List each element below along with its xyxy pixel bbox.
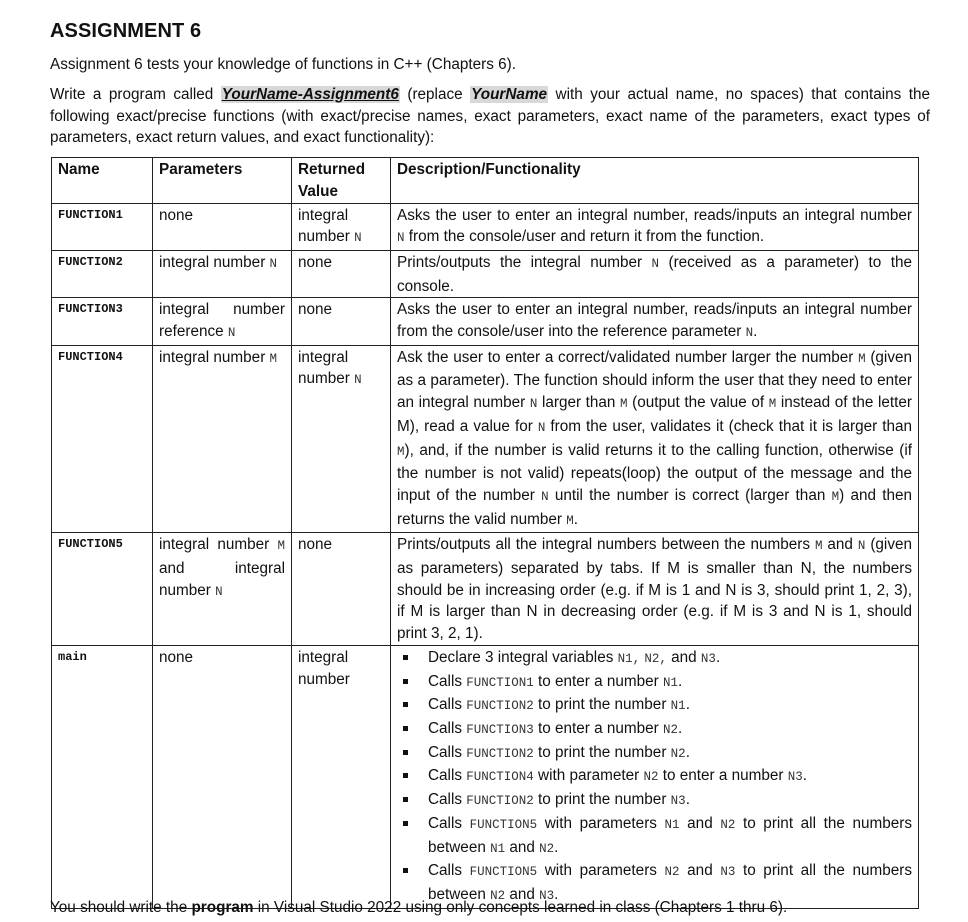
- cell-text: and: [666, 648, 701, 666]
- code-identifier: N1,: [617, 651, 641, 666]
- instructions-text: Write a program called: [50, 86, 221, 103]
- cell-text: to enter a number: [658, 767, 788, 785]
- code-identifier: M: [566, 513, 574, 528]
- function-parameters: none: [153, 645, 292, 908]
- code-identifier: N3: [787, 770, 803, 785]
- cell-text: with parameters: [537, 862, 665, 880]
- table-row: [52, 533, 919, 646]
- table-row-main: [52, 645, 919, 908]
- function-return-value: [292, 203, 391, 250]
- cell-text: Calls: [428, 672, 467, 690]
- cell-text: ) and then returns the valid number: [397, 486, 913, 528]
- cell-text: integral number: [298, 348, 355, 388]
- code-identifier: FUNCTION5: [469, 817, 538, 832]
- cell-text: Asks the user to enter an integral number, reads/inputs an integral number from the console/user into the reference parameter: [397, 301, 912, 341]
- cell-text: .: [715, 648, 721, 666]
- your-name-placeholder: YourName: [471, 86, 548, 103]
- function-parameters: [153, 250, 292, 297]
- cell-text: .: [685, 791, 690, 809]
- code-identifier: FUNCTION5: [469, 865, 538, 880]
- cell-text: instead of the letter M), read a value for: [397, 394, 913, 435]
- code-identifier: M: [397, 444, 405, 459]
- function-return-value: [292, 533, 391, 646]
- header-description: Description/Functionality: [391, 158, 919, 203]
- function-description: [391, 203, 919, 250]
- code-identifier: N2: [539, 841, 555, 856]
- cell-text: from the console/user and return it from the function.: [404, 228, 765, 246]
- code-identifier: M: [858, 351, 866, 366]
- cell-text: .: [802, 767, 807, 785]
- code-identifier: N: [215, 584, 223, 599]
- cell-text: to enter a number: [533, 672, 664, 690]
- cell-text: larger than: [537, 394, 621, 412]
- function-return-value: [292, 345, 391, 533]
- instructions-text: (replace: [399, 86, 471, 103]
- cell-text: none: [298, 536, 333, 554]
- code-identifier: N2: [664, 865, 680, 880]
- table-header-row: [52, 158, 919, 203]
- cell-text: integral number: [298, 206, 355, 246]
- cell-text: .: [573, 510, 578, 528]
- code-identifier: N: [857, 539, 866, 554]
- function-description: [391, 533, 919, 646]
- cell-text: and: [679, 814, 721, 832]
- table-row: [52, 298, 919, 345]
- list-item: [397, 718, 912, 742]
- cell-text: .: [554, 838, 559, 856]
- code-identifier: M: [814, 539, 823, 554]
- cell-text: (received as a parameter) to the console.: [397, 253, 912, 295]
- cell-text: Calls: [428, 767, 467, 785]
- function-parameters: [153, 533, 292, 646]
- function-name: FUNCTION1: [52, 203, 153, 250]
- table-row: [52, 203, 919, 250]
- code-identifier: M: [620, 397, 628, 412]
- cell-text: from the user, validates it (check that it is larger than: [545, 417, 912, 435]
- table-row: [52, 250, 919, 297]
- code-identifier: N3: [539, 888, 555, 903]
- code-identifier: N1: [664, 817, 680, 832]
- code-identifier: N: [651, 256, 660, 271]
- cell-text: none: [298, 301, 333, 319]
- code-identifier: N: [745, 326, 754, 341]
- cell-text: and integral number: [159, 560, 285, 599]
- cell-text: Prints/outputs all the integral numbers between the numbers: [397, 536, 815, 554]
- cell-text: ), and, if the number is valid returns it to the calling function, otherwise (if the number is not valid) repeats(loop) the output of the message and the input of the number: [397, 441, 912, 504]
- header-parameters: Parameters: [153, 158, 292, 203]
- list-item: [397, 671, 912, 695]
- cell-text: to print the number: [533, 696, 671, 714]
- code-identifier: N: [529, 397, 538, 412]
- cell-text: with parameters: [537, 814, 665, 832]
- cell-text: Calls: [428, 696, 467, 714]
- cell-text: (given as parameters) separated by tabs. If M is smaller than N, the numbers should be in increasing order (e.g. if M is 1 and N is 3, should print 1, 2, 3), if M is larger than N in decreasing order (e.g. if M is 3 and N is 1, should print 3, 2, 1).: [397, 536, 912, 643]
- cell-text: none: [159, 206, 194, 224]
- cell-text: to print all the numbers between: [428, 814, 912, 856]
- cell-text: until the number is correct (larger than: [548, 486, 832, 504]
- function-name: main: [52, 645, 153, 908]
- cell-text: with parameter: [533, 767, 644, 785]
- code-identifier: N1: [490, 841, 506, 856]
- code-identifier: N: [537, 420, 546, 435]
- function-description: [391, 645, 919, 908]
- instructions-paragraph: [50, 84, 930, 149]
- header-returned-value: Returned Value: [292, 158, 391, 203]
- code-identifier: M: [768, 397, 777, 412]
- list-item: [397, 694, 912, 718]
- function-parameters: [153, 298, 292, 345]
- cell-text: .: [753, 323, 758, 341]
- code-identifier: FUNCTION2: [466, 746, 534, 761]
- cell-text: integral number: [159, 253, 270, 271]
- cell-text: integral number: [159, 536, 278, 554]
- code-identifier: N: [397, 231, 405, 246]
- code-identifier: N: [541, 489, 549, 504]
- cell-text: integral number reference: [159, 301, 285, 341]
- code-identifier: N2: [720, 817, 736, 832]
- code-identifier: N1: [670, 699, 686, 714]
- cell-text: (given as a parameter). The function should inform the user that they need to enter an integral number: [397, 348, 912, 412]
- cell-text: and: [505, 838, 540, 856]
- footer-text: You should write the: [50, 899, 192, 916]
- cell-text: Calls: [428, 719, 467, 737]
- code-identifier: N: [354, 231, 362, 246]
- function-parameters: [153, 345, 292, 533]
- footer-note: [50, 897, 787, 918]
- code-identifier: N: [227, 326, 236, 341]
- instructions-text: with your actual name, no spaces) that contains the following exact/precise functions (with exact/precise names, exact parameters, exact name of the parameters, exact types of parameters, exact return values, and exact functionality):: [50, 86, 931, 147]
- cell-text: Calls: [428, 814, 470, 832]
- cell-text: .: [685, 743, 690, 761]
- function-description: [391, 298, 919, 345]
- cell-text: Asks the user to enter an integral number, reads/inputs an integral number: [397, 206, 912, 224]
- code-identifier: N2,: [644, 651, 667, 666]
- list-item: [397, 789, 912, 813]
- cell-text: integral number: [159, 348, 270, 366]
- function-return-value: [292, 250, 391, 297]
- function-parameters: [153, 203, 292, 250]
- document-page: [50, 18, 930, 909]
- cell-text: and: [679, 862, 721, 880]
- code-identifier: N2: [663, 722, 679, 737]
- function-name: FUNCTION2: [52, 250, 153, 297]
- cell-text: Prints/outputs the integral number: [397, 253, 652, 271]
- function-return-value: [292, 298, 391, 345]
- code-identifier: FUNCTION2: [466, 794, 534, 809]
- cell-text: .: [554, 885, 559, 903]
- cell-text: .: [685, 696, 690, 714]
- code-identifier: N: [354, 373, 362, 388]
- intro-paragraph: Assignment 6 tests your knowledge of functions in C++ (Chapters 6).: [50, 56, 516, 73]
- cell-text: and: [505, 885, 540, 903]
- main-steps-list: [397, 647, 912, 908]
- program-name: YourName-Assignment6: [221, 86, 399, 103]
- cell-text: Calls: [428, 743, 467, 761]
- cell-text: to print the number: [533, 791, 671, 809]
- code-identifier: N3: [700, 651, 716, 666]
- function-name: FUNCTION4: [52, 345, 153, 533]
- cell-text: Declare 3 integral variables: [428, 648, 618, 666]
- cell-text: (output the value of: [627, 394, 769, 412]
- list-item: [397, 742, 912, 766]
- code-identifier: N3: [670, 794, 686, 809]
- cell-text: Calls: [428, 862, 470, 880]
- code-identifier: M: [831, 489, 840, 504]
- code-identifier: N2: [490, 888, 506, 903]
- list-item: [397, 813, 912, 860]
- table-row: [52, 345, 919, 533]
- code-identifier: FUNCTION1: [466, 675, 534, 690]
- page-title: ASSIGNMENT 6: [50, 20, 202, 42]
- function-name: FUNCTION5: [52, 533, 153, 646]
- code-identifier: N2: [670, 746, 686, 761]
- code-identifier: N3: [720, 865, 736, 880]
- cell-text: Ask the user to enter a correct/validated number larger the number: [397, 348, 859, 366]
- cell-text: to enter a number: [533, 719, 664, 737]
- cell-text: .: [678, 719, 683, 737]
- function-return-value: integral number: [292, 645, 391, 908]
- code-identifier: N2: [643, 770, 659, 785]
- code-identifier: FUNCTION3: [466, 722, 534, 737]
- function-name: FUNCTION3: [52, 298, 153, 345]
- function-description: [391, 345, 919, 533]
- function-description: [391, 250, 919, 297]
- footer-text: in Visual Studio 2022 using only concepts learned in class (Chapters 1 thru 6).: [253, 899, 788, 916]
- list-item: [397, 647, 912, 671]
- cell-text: none: [298, 253, 333, 271]
- code-identifier: N1: [663, 675, 679, 690]
- code-identifier: M: [269, 351, 278, 366]
- footer-bold: program: [191, 899, 254, 916]
- code-identifier: FUNCTION4: [466, 770, 534, 785]
- functions-table: [51, 157, 919, 909]
- cell-text: and: [822, 536, 858, 554]
- cell-text: .: [678, 672, 683, 690]
- cell-text: Calls: [428, 791, 467, 809]
- cell-text: to print all the numbers between: [428, 862, 912, 903]
- list-item: [397, 765, 912, 789]
- code-identifier: N: [269, 256, 278, 271]
- cell-text: to print the number: [533, 743, 671, 761]
- code-identifier: FUNCTION2: [466, 699, 534, 714]
- code-identifier: M: [277, 539, 285, 554]
- header-name: Name: [52, 158, 153, 203]
